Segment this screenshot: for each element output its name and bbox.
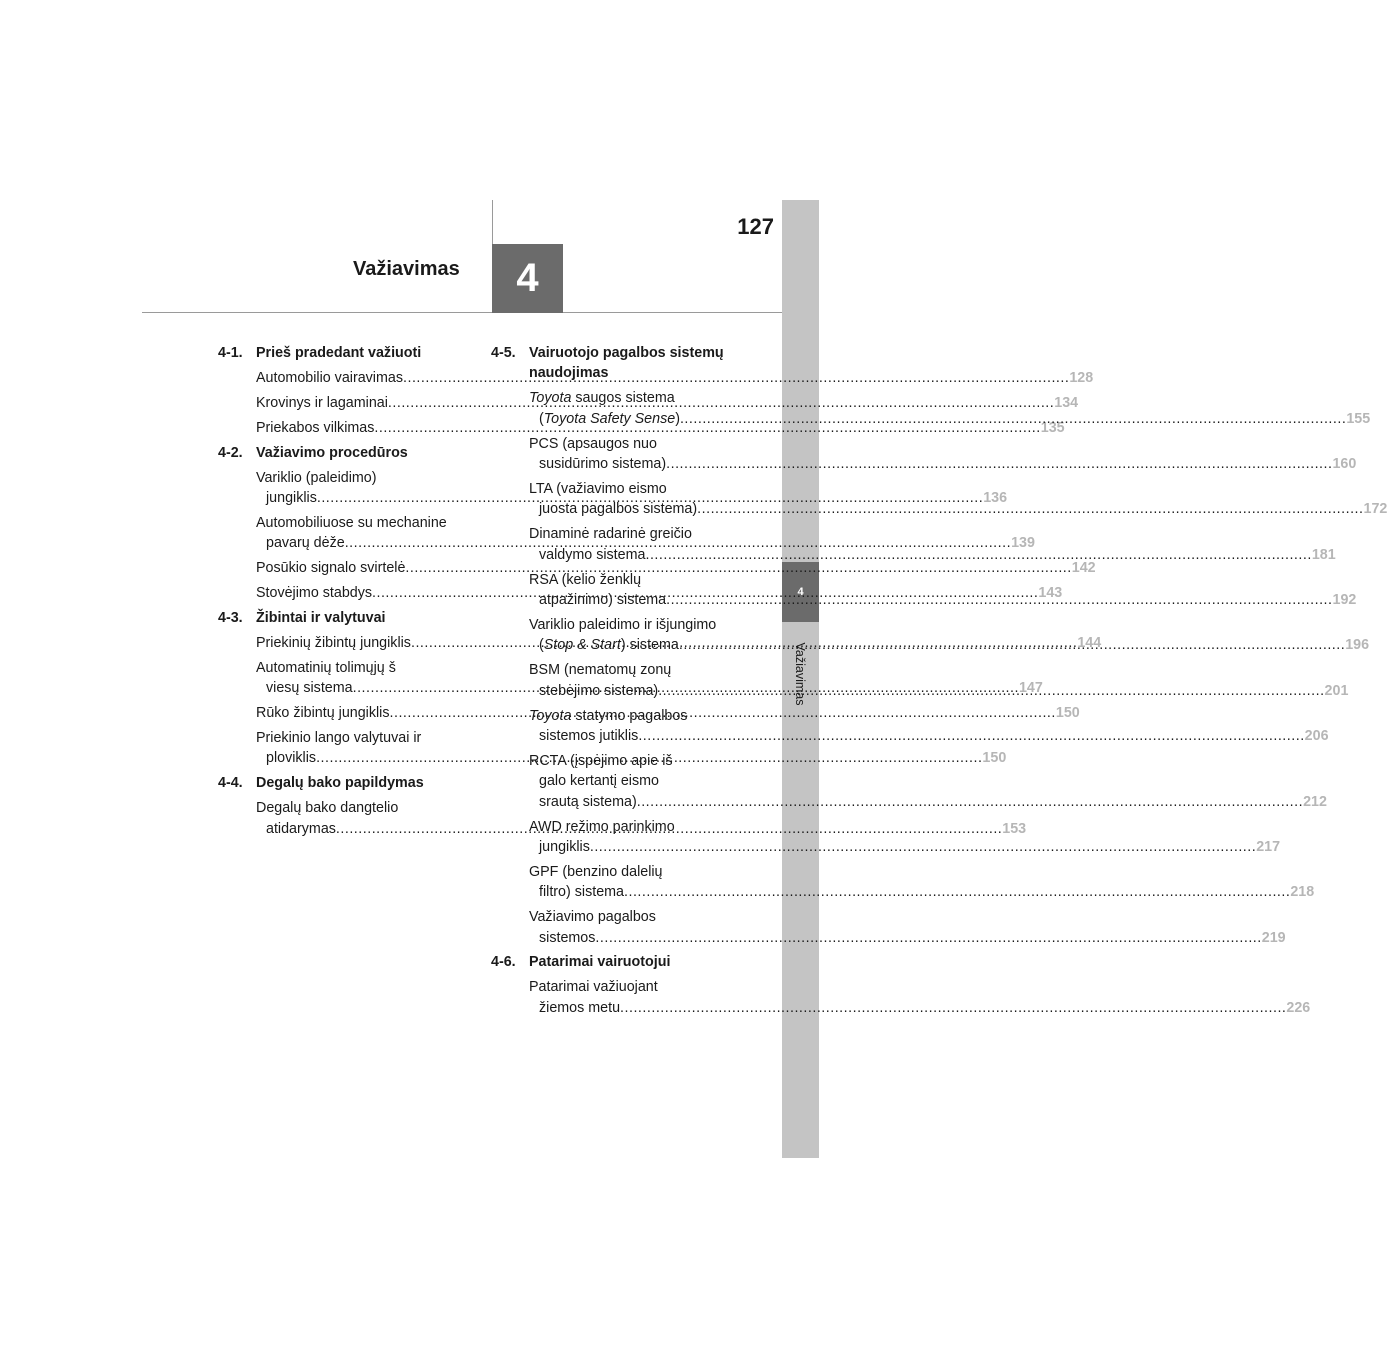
section-title: Vairuotojo pagalbos sistemų naudojimas [529, 345, 724, 382]
section-title: Žibintai ir valytuvai [256, 609, 386, 626]
section-title: Patarimai vairuotojui [529, 954, 671, 971]
entry-text: pavarų dėže..... 139 [256, 533, 466, 553]
section-number: 4-1. [218, 345, 243, 361]
side-label: Važiavimas [793, 642, 807, 706]
toc-entry[interactable] [218, 558, 1096, 578]
toc-section [218, 773, 467, 793]
entry-text: RCTA (įspėjimo apie iš [529, 752, 673, 769]
entry-text: Automatinių tolimųjų š [256, 659, 396, 676]
page-ref[interactable]: 147 [1018, 680, 1043, 697]
entry-text: Patarimai važiuojant [529, 979, 658, 996]
page-ref[interactable]: 192 [1332, 591, 1357, 608]
toc-entry[interactable] [218, 418, 1065, 438]
entry-text: BSM (nematomų zonų [529, 662, 672, 679]
page-ref[interactable]: 144 [1077, 634, 1102, 651]
entry-text: Rūko žibintų jungiklis..... 150 [256, 703, 465, 723]
page-ref[interactable]: 155 [1346, 410, 1371, 427]
page-number: 127 [737, 214, 774, 239]
page-ref[interactable]: 201 [1324, 682, 1349, 699]
page-ref[interactable]: 150 [1055, 705, 1080, 722]
side-tab[interactable]: 4 [782, 562, 819, 622]
entry-text: filtro) sistema..... 218 [529, 882, 739, 902]
page-ref[interactable]: 218 [1290, 884, 1315, 901]
toc-section [491, 343, 740, 384]
toc-section [218, 443, 467, 463]
entry-text: Toyota statymo pagalbos [529, 707, 688, 724]
leader-dots [590, 839, 1256, 855]
section-title: Važiavimo procedūros [256, 444, 408, 461]
header-divider-vertical [492, 200, 493, 246]
toc-entry[interactable] [218, 583, 1063, 603]
leader-dots [638, 728, 1304, 744]
entry-text: (Toyota Safety Sense)..... 155 [529, 409, 739, 429]
section-title: Degalų bako papildymas [256, 775, 424, 792]
entry-text: (Stop & Start) sistema..... 196 [529, 635, 739, 655]
leader-dots [637, 794, 1303, 810]
page-ref[interactable]: 181 [1311, 546, 1336, 563]
page-ref[interactable]: 134 [1054, 394, 1079, 411]
page-ref[interactable]: 142 [1071, 560, 1096, 577]
entry-text: atidarymas..... 153 [256, 819, 466, 839]
entry-text: Dinaminė radarinė greičio [529, 526, 692, 543]
page-ref[interactable]: 153 [1002, 820, 1027, 837]
entry-text: jungiklis..... 217 [529, 837, 739, 857]
page-ref[interactable]: 219 [1261, 929, 1286, 946]
page-ref[interactable]: 128 [1069, 369, 1094, 386]
entry-text: viesų sistema..... 147 [256, 678, 466, 698]
toc-entry[interactable] [491, 434, 1357, 475]
chapter-title: Važiavimas [353, 258, 460, 280]
entry-text: valdymo sistema..... 181 [529, 545, 739, 565]
entry-text: Automobilio vairavimas..... 128 [256, 368, 465, 388]
entry-text: Priekabos vilkimas..... 135 [256, 418, 465, 438]
toc-entry[interactable] [491, 977, 1311, 1018]
page-ref[interactable]: 136 [983, 489, 1008, 506]
page-ref[interactable]: 226 [1286, 999, 1311, 1016]
entry-text: ploviklis..... 150 [256, 748, 466, 768]
entry-text: jungiklis..... 136 [256, 488, 466, 508]
entry-text: Variklio paleidimo ir išjungimo [529, 616, 717, 633]
entry-text: Važiavimo pagalbos [529, 909, 656, 926]
entry-text: juosta pagalbos sistema)..... 172 [529, 499, 739, 519]
entry-text: atpažinimo) sistema..... 192 [529, 590, 739, 610]
toc-section [218, 343, 467, 363]
entry-text: AWD režimo parinkimo [529, 818, 675, 835]
page-ref[interactable]: 212 [1303, 793, 1327, 810]
chapter-number-box: 4 [492, 244, 563, 313]
page-ref[interactable]: 143 [1038, 585, 1063, 602]
page-ref[interactable]: 139 [1011, 535, 1035, 552]
leader-dots [666, 592, 1332, 608]
entry-text: žiemos metu..... 226 [529, 998, 739, 1018]
page-ref[interactable]: 206 [1304, 727, 1329, 744]
page-ref[interactable]: 196 [1345, 637, 1370, 654]
header-divider-horizontal [142, 312, 782, 313]
entry-text: sistemos jutiklis..... 206 [529, 726, 739, 746]
entry-text: Priekinio lango valytuvai ir [256, 730, 422, 746]
leader-dots [666, 456, 1332, 472]
page-ref[interactable]: 150 [982, 750, 1007, 767]
leader-dots [645, 547, 1311, 563]
entry-text: Stovėjimo stabdys..... 143 [256, 583, 465, 603]
section-title: Prieš pradedant važiuoti [256, 345, 422, 361]
entry-text: PCS (apsaugos nuo [529, 435, 657, 452]
toc-entry[interactable] [491, 862, 1315, 903]
entry-text: Automobiliuose su mechanine [256, 514, 447, 531]
page-ref[interactable]: 172 [1363, 501, 1387, 518]
entry-text: Krovinys ir lagaminai..... 134 [256, 393, 465, 413]
entry-text: Posūkio signalo svirtelė..... 142 [256, 558, 465, 578]
page-ref[interactable]: 160 [1332, 456, 1357, 473]
leader-dots [697, 501, 1363, 517]
toc-section [218, 608, 467, 628]
toc-entry[interactable] [491, 907, 1286, 948]
leader-dots [624, 884, 1290, 900]
leader-dots [620, 1000, 1286, 1016]
entry-text: Degalų bako dangtelio [256, 800, 399, 817]
entry-text: RSA (kelio ženklų [529, 571, 642, 588]
entry-text: Priekinių žibintų jungiklis..... 144 [256, 633, 465, 653]
toc-entry[interactable] [218, 368, 1094, 388]
entry-text: LTA (važiavimo eismo [529, 480, 667, 497]
leader-dots [595, 930, 1261, 946]
section-number: 4-3. [218, 609, 243, 626]
entry-text: susidūrimo sistema)..... 160 [529, 454, 739, 474]
leader-dots [680, 411, 1346, 427]
toc-section [491, 952, 740, 972]
entry-text: stebėjimo sistema)..... 201 [529, 681, 739, 701]
entry-text: srautą sistema)..... 212 [529, 792, 739, 812]
entry-text: Toyota saugos sistema [529, 390, 675, 407]
leader-dots [658, 683, 1324, 699]
page-ref[interactable]: 217 [1256, 838, 1281, 855]
section-number: 4-5. [491, 345, 516, 361]
page-ref[interactable]: 135 [1040, 419, 1065, 436]
entry-text: GPF (benzino dalelių [529, 863, 663, 880]
section-number: 4-4. [218, 775, 243, 792]
entry-text: galo kertantį eismo [539, 773, 659, 790]
entry-text: sistemos..... 219 [529, 928, 739, 948]
section-number: 4-6. [491, 954, 516, 971]
entry-text: Variklio (paleidimo) [256, 469, 377, 486]
section-number: 4-2. [218, 444, 243, 461]
